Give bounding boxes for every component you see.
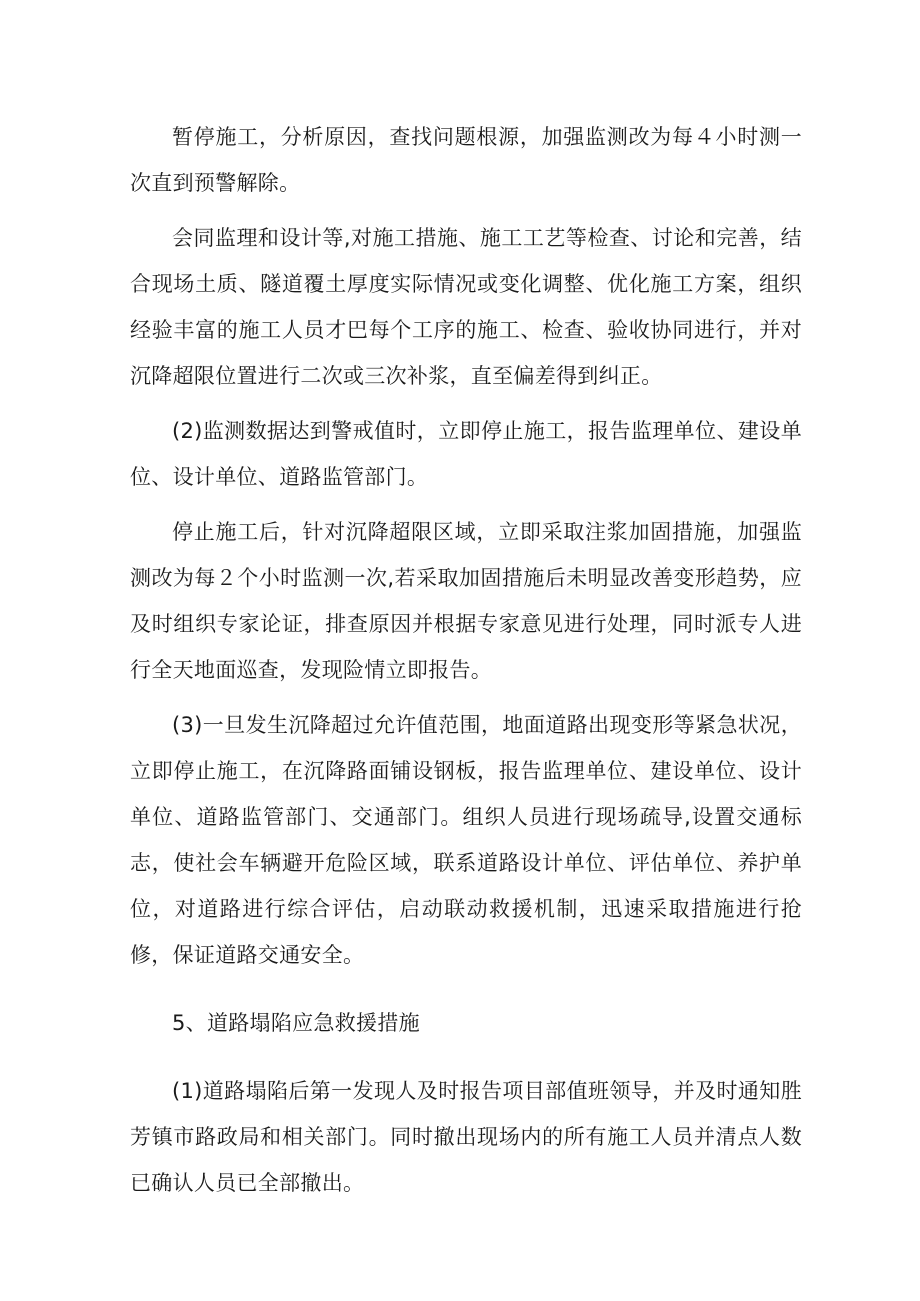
paragraph-consult-supervision: 会同监理和设计等,对施工措施、施工工艺等检查、讨论和完善，结合现场土质、隧道覆土厚度实际情况或变化调整、优化施工方案，组织经验丰富的施工人员才巴每个工序的施工、检查、验收协同进行，并对沉降超限位置进行二次或三次补浆，直至偏差得到纠正。 xyxy=(130,226,802,388)
section-heading-road-collapse: 5、道路塌陷应急救援措施 xyxy=(172,1011,420,1035)
paragraph-pause-construction: 暂停施工，分析原因，查找问题根源，加强监测改为每４小时测一次直到预警解除。 xyxy=(130,125,802,195)
paragraph-grouting-reinforcement: 停止施工后，针对沉降超限区域，立即采取注浆加固措施，加强监测改为每２个小时监测一次,若采取加固措施后未明显改善变形趋势，应及时组织专家论证，排查原因并根据专家意见进行处理，同时派专人进行全天地面巡查，发现险情立即报告。 xyxy=(130,520,802,682)
paragraph-collapse-report: (1)道路塌陷后第一发现人及时报告项目部值班领导，并及时通知胜芳镇市路政局和相关部门。同时撤出现场内的所有施工人员并清点人数已确认人员已全部撤出。 xyxy=(130,1079,802,1195)
paragraph-settlement-exceeds: (3)一旦发生沉降超过允许值范围，地面道路出现变形等紧急状况，立即停止施工，在沉降路面铺设钢板，报告监理单位、建设单位、设计单位、道路监管部门、交通部门。组织人员进行现场疏导,设置交通标志，使社会车辆避开危险区域，联系道路设计单位、评估单位、养护单位，对道路进行综合评估，启动联动救援机制，迅速采取措施进行抢修，保证道路交通安全。 xyxy=(130,713,802,967)
document-body xyxy=(130,114,802,1206)
paragraph-warning-value: (2)监测数据达到警戒值时，立即停止施工，报告监理单位、建设单位、设计单位、道路监管部门。 xyxy=(130,419,802,489)
